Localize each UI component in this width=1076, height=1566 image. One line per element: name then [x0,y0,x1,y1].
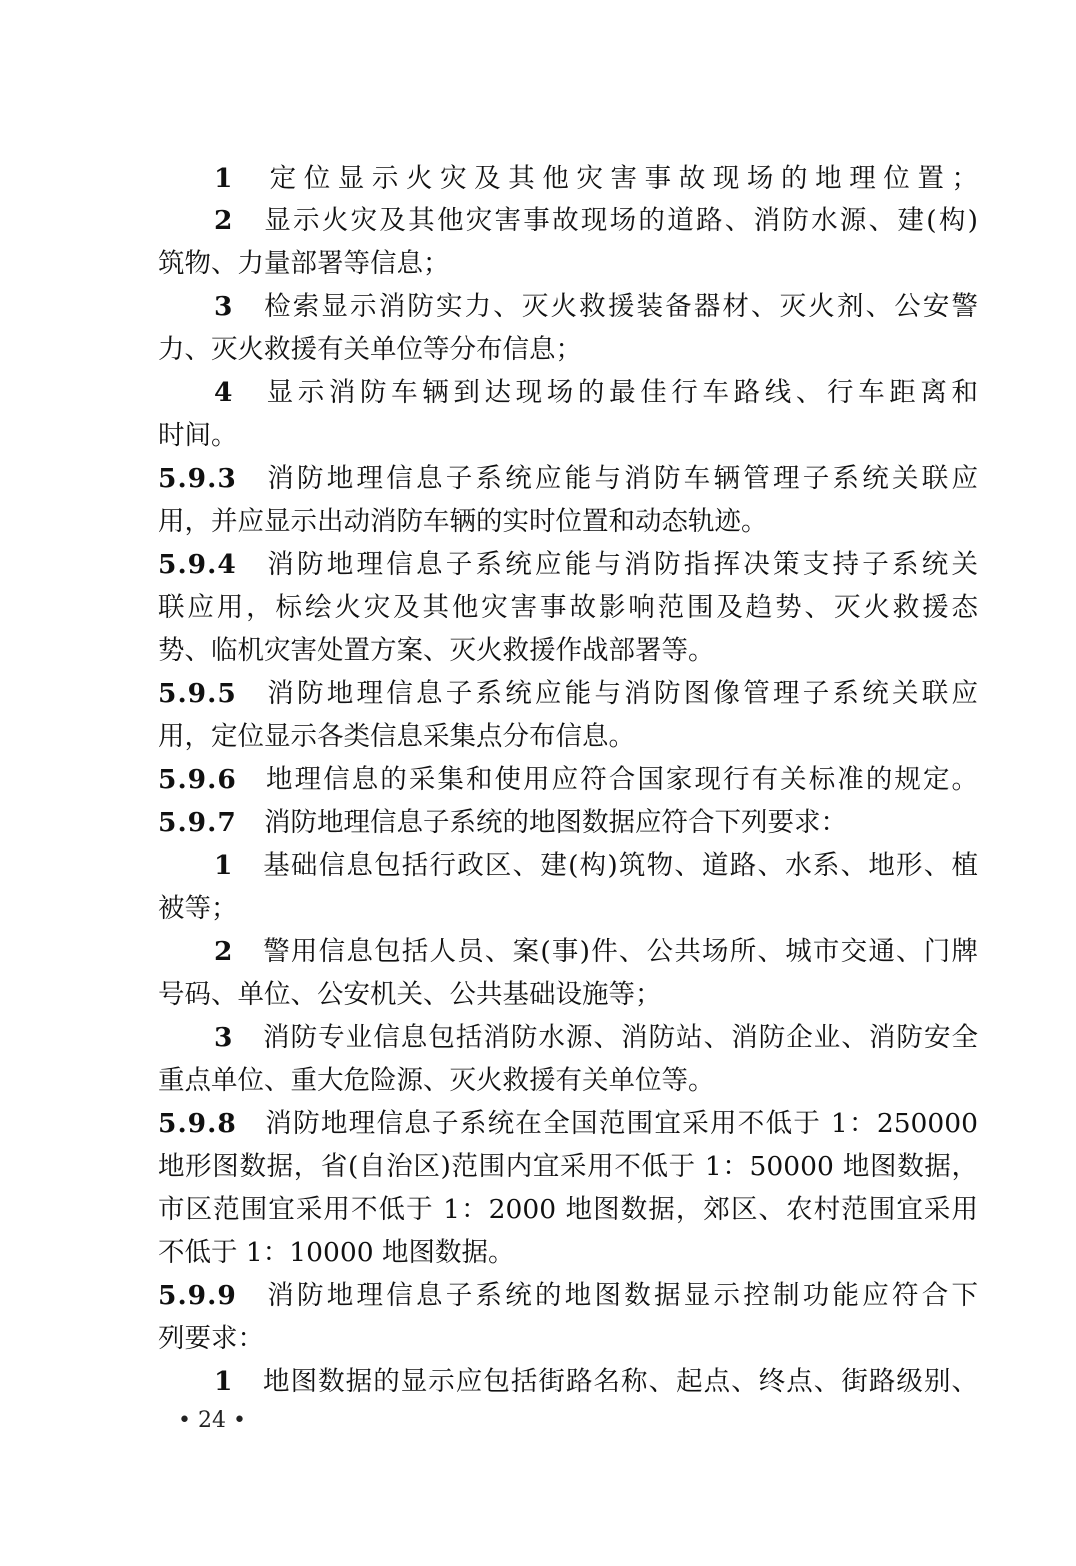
section-number: 5.9.8 [158,1108,237,1139]
item-number: 1 [214,1366,233,1397]
section-number: 5.9.3 [158,463,237,494]
line-text: 消防地理信息子系统应能与消防车辆管理子系统关联应 [264,463,978,494]
line-text: 消防地理信息子系统的地图数据显示控制功能应符合下 [264,1280,978,1311]
line-text: 消防地理信息子系统的地图数据应符合下列要求： [264,807,847,838]
list-item-line [214,371,978,415]
section-number: 5.9.5 [158,678,237,709]
continuation-line: 不低于 1：10000 地图数据。 [158,1237,515,1268]
continuation-line: 力、灭火救援有关单位等分布信息； [158,334,582,365]
list-item-line [214,844,978,888]
continuation-line: 时间。 [158,420,238,451]
item-number: 1 [214,163,233,194]
line-text: 定位显示火灾及其他灾害事故现场的地理位置； [262,163,978,194]
section-line [158,801,978,845]
item-number: 2 [214,936,233,967]
continuation-line: 联应用，标绘火灾及其他灾害事故影响范围及趋势、灭火救援态 [158,592,978,623]
item-number: 3 [214,1022,233,1053]
item-number: 3 [214,291,233,322]
continuation-line: 市区范围宜采用不低于 1：2000 地图数据，郊区、农村范围宜采用 [158,1194,978,1225]
line-text: 显示消防车辆到达现场的最佳行车路线、行车距离和 [262,377,978,408]
section-line [158,543,978,587]
list-item-line [214,199,978,243]
line-text: 消防专业信息包括消防水源、消防站、消防企业、消防安全 [262,1022,978,1053]
section-line [158,672,978,716]
line-text: 消防地理信息子系统应能与消防图像管理子系统关联应 [264,678,978,709]
page-number: • 24 • [178,1408,246,1433]
list-item-line [214,930,978,974]
list-item-line [214,157,978,201]
line-text: 地理信息的采集和使用应符合国家现行有关标准的规定。 [264,764,978,795]
section-number: 5.9.6 [158,764,237,795]
continuation-line: 号码、单位、公安机关、公共基础设施等； [158,979,662,1010]
line-text: 消防地理信息子系统应能与消防指挥决策支持子系统关 [264,549,978,580]
item-number: 2 [214,205,233,236]
line-text: 显示火灾及其他灾害事故现场的道路、消防水源、建(构) [262,205,978,236]
line-text: 检索显示消防实力、灭火救援装备器材、灭火剂、公安警 [262,291,978,322]
section-line [158,1102,978,1146]
line-text: 消防地理信息子系统在全国范围宜采用不低于 1：250000 [264,1108,978,1139]
continuation-line: 势、临机灾害处置方案、灭火救援作战部署等。 [158,635,715,666]
list-item-line [214,1016,978,1060]
line-text: 警用信息包括人员、案(事)件、公共场所、城市交通、门牌 [262,936,978,967]
list-item-line [214,1360,978,1404]
section-number: 5.9.7 [158,807,237,838]
continuation-line: 用，并应显示出动消防车辆的实时位置和动态轨迹。 [158,506,768,537]
continuation-line: 被等； [158,893,238,924]
list-item-line [214,285,978,329]
continuation-line: 列要求： [158,1323,264,1354]
section-number: 5.9.4 [158,549,237,580]
section-number: 5.9.9 [158,1280,237,1311]
section-line [158,457,978,501]
item-number: 4 [214,377,233,408]
section-line [158,758,978,802]
item-number: 1 [214,850,233,881]
continuation-line: 重点单位、重大危险源、灭火救援有关单位等。 [158,1065,715,1096]
continuation-line: 筑物、力量部署等信息； [158,248,450,279]
continuation-line: 地形图数据，省(自治区)范围内宜采用不低于 1：50000 地图数据， [158,1151,978,1182]
line-text: 地图数据的显示应包括街路名称、起点、终点、街路级别、 [262,1366,978,1397]
line-text: 基础信息包括行政区、建(构)筑物、道路、水系、地形、植 [262,850,978,881]
section-line [158,1274,978,1318]
continuation-line: 用，定位显示各类信息采集点分布信息。 [158,721,635,752]
